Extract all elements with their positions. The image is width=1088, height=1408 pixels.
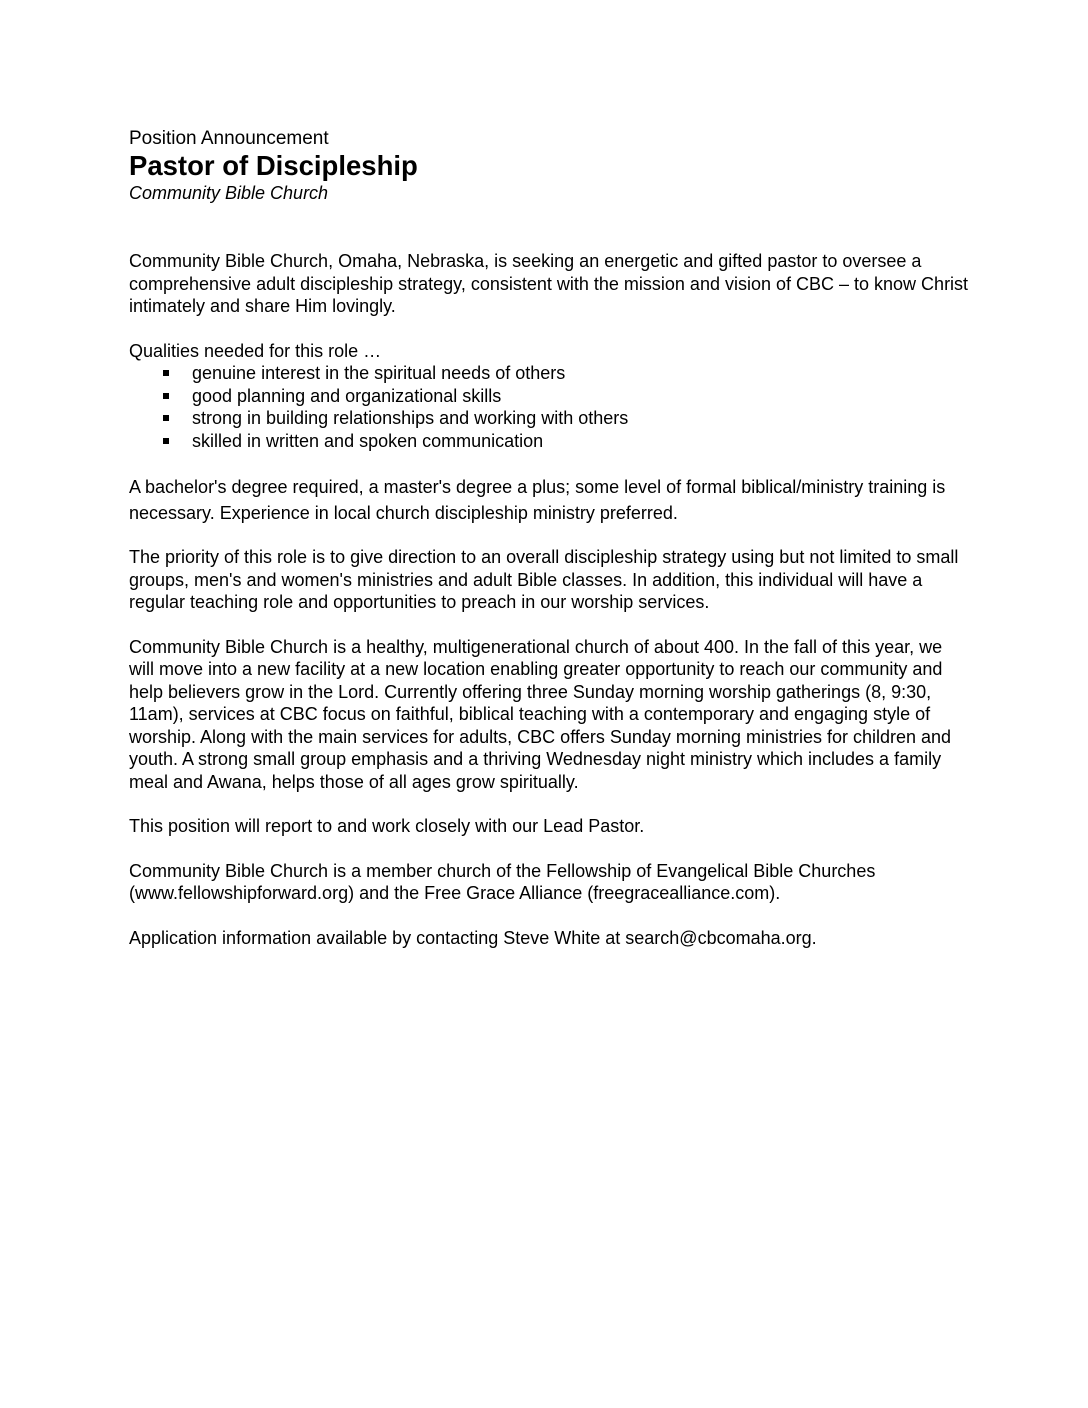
quality-text: skilled in written and spoken communication [192,430,544,451]
qualities-heading: Qualities needed for this role … [129,340,382,361]
organization-name: Community Bible Church [129,183,329,203]
list-item [129,430,969,453]
membership-paragraph: Community Bible Church is a member church of the Fellowship of Evangelical Bible Churches (www.fellowshipforward.org) and the Free Grace Alliance (freegracealliance.com). [129,860,876,903]
bullet-icon [163,370,169,376]
church-paragraph: Community Bible Church is a healthy, multigenerational church of about 400. In the fall of this year, we will move into a new facility at a new location enabling greater opportunity to reach our community and help believers grow in the Lord. Currently offering three Sunday morning worship gatherings (8, 9:30, 11am), services at CBC focus on faithful, biblical teaching with a contemporary and engaging style of worship. Along with the main services for adults, CBC offers Sunday morning ministries for children and youth. A strong small group emphasis and a thriving Wednesday night ministry which includes a family meal and Awana, helps those of all ages grow spiritually. [129,636,952,792]
degree-paragraph: A bachelor's degree required, a master's degree a plus; some level of formal biblical/ministry training is necessary. Experience in local church discipleship ministry preferred. [129,477,946,523]
report-paragraph: This position will report to and work closely with our Lead Pastor. [129,816,645,836]
quality-text: strong in building relationships and working with others [192,408,629,428]
application-paragraph: Application information available by contacting Steve White at search@cbcomaha.org. [129,927,817,948]
list-item [129,385,969,408]
priority-paragraph: The priority of this role is to give direction to an overall discipleship strategy using but not limited to small groups, men's and women's ministries and adult Bible classes. In addition, this individual will have a regular teaching role and opportunities to preach in our worship services. [129,547,959,612]
quality-text: genuine interest in the spiritual needs of others [192,363,566,383]
announcement-label: Position Announcement [129,128,329,149]
quality-text: good planning and organizational skills [192,385,502,406]
position-title: Pastor of Discipleship [129,150,418,181]
bullet-icon [163,393,169,399]
bullet-icon [163,438,169,444]
bullet-icon [163,415,169,421]
document-page [129,128,969,949]
list-item [129,362,969,385]
qualities-list [129,362,969,452]
intro-paragraph: Community Bible Church, Omaha, Nebraska, is seeking an energetic and gifted pastor to oversee a comprehensive adult discipleship strategy, consistent with the mission and vision of CBC – to know Christ intimately and share Him lovingly. [129,251,969,316]
list-item [129,407,969,430]
